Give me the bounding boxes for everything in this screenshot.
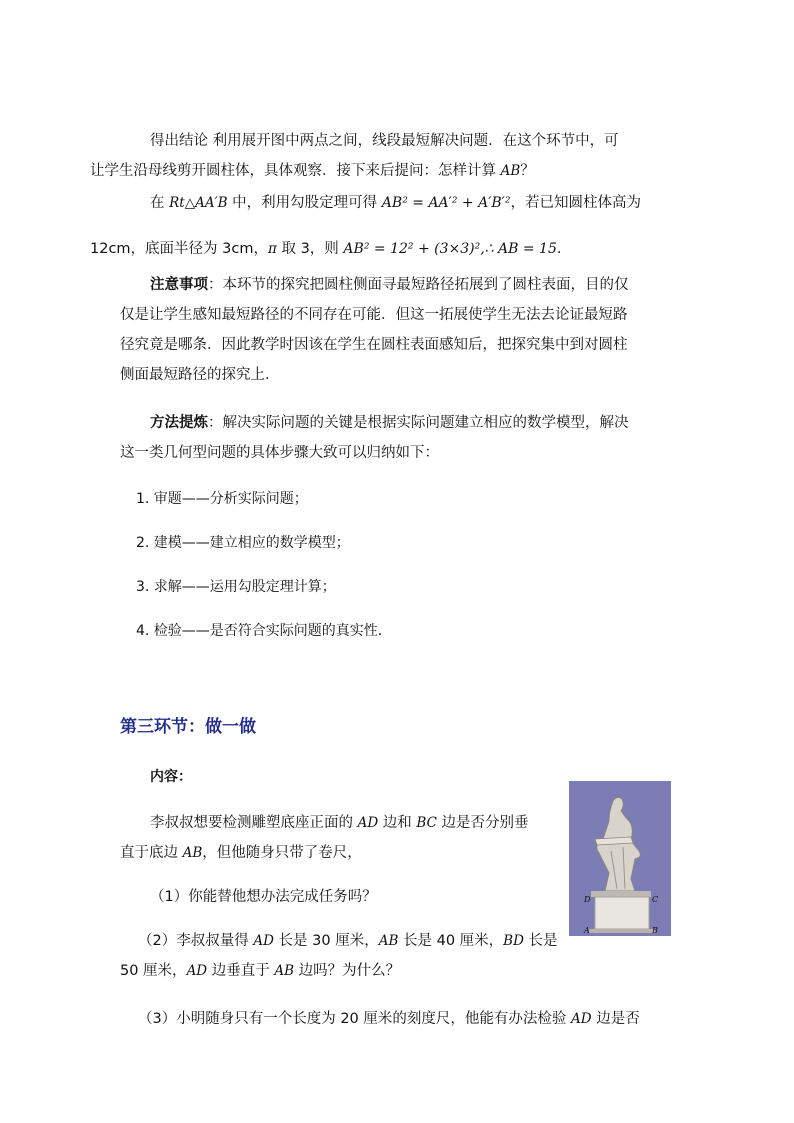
label-b: B [652,926,658,935]
formula-2: AB² = 12² + (3×3)²,∴ AB = 15 [343,241,557,257]
question-2: （2）李叔叔量得 AD 长是 30 厘米，AB 长是 40 厘米，BD 长是 [138,933,558,949]
paragraph-method: 方法提炼：解决实际问题的关键是根据实际问题建立相应的数学模型，解决 这一类几何型问题的具体步骤大致可以归纳如下： [120,415,629,461]
list-item: 3. 求解——运用勾股定理计算； [136,579,336,595]
label-c: C [652,895,659,904]
notes-label: 注意事项 [150,277,208,293]
question-1: （1）你能替他想办法完成任务吗？ [150,889,377,905]
formula-1: AB² = AA′² + A′B′² [381,195,511,211]
question-3: （3）小明随身只有一个长度为 20 厘米的刻度尺，他能有办法检验 AD 边是否 [138,1011,640,1027]
triangle-label: Rt△AA′B [169,195,228,211]
paragraph-notes: 注意事项：本环节的探究把圆柱侧面寻最短路径拓展到了圆柱表面，目的仅 仅是让学生感知最短路径的不同存在可能．但这一拓展使学生无法去论证最短路 径究竟是哪条．因此教学时因该在学生在圆柱表面感知后，把探究集中到对圆柱 侧面最短路径的探究上． [120,277,629,383]
section-title: 第三环节：做一做 [120,717,256,737]
list-item: 4. 检验——是否符合实际问题的真实性． [136,623,392,639]
content-label: 内容： [150,769,192,785]
text-line: 让学生沿母线剪开圆柱体，具体观察．接下来后提问：怎样计算 AB？ [90,163,535,179]
question-2-line-2: 50 厘米，AD 边垂直于 AB 边吗？为什么？ [120,963,401,979]
paragraph-pythagoras: 在 Rt△AA′B 中，利用勾股定理可得 AB² = AA′² + A′B′²，若已知圆柱体高为 12cm，底面半径为 3cm，π 取 3，则 AB² = 12² + (3×3)²,∴ AB = 15． [90,195,641,257]
label-a: A [584,926,590,935]
label-d: D [584,895,591,904]
paragraph-problem: 李叔叔想要检测雕塑底座正面的 AD 边和 BC 边是否分别垂 直于底边 AB，但他随身只带了卷尺， [120,815,529,861]
sculpture-photo [569,781,671,936]
method-label: 方法提炼 [150,415,208,431]
list-item: 1. 审题——分析实际问题； [136,491,308,507]
sculpture-illustration [569,781,671,936]
text-line: 得出结论 利用展开图中两点之间，线段最短解决问题．在这个环节中，可 [150,133,619,149]
list-item: 2. 建模——建立相应的数学模型； [136,535,350,551]
paragraph-conclusion [90,126,676,186]
